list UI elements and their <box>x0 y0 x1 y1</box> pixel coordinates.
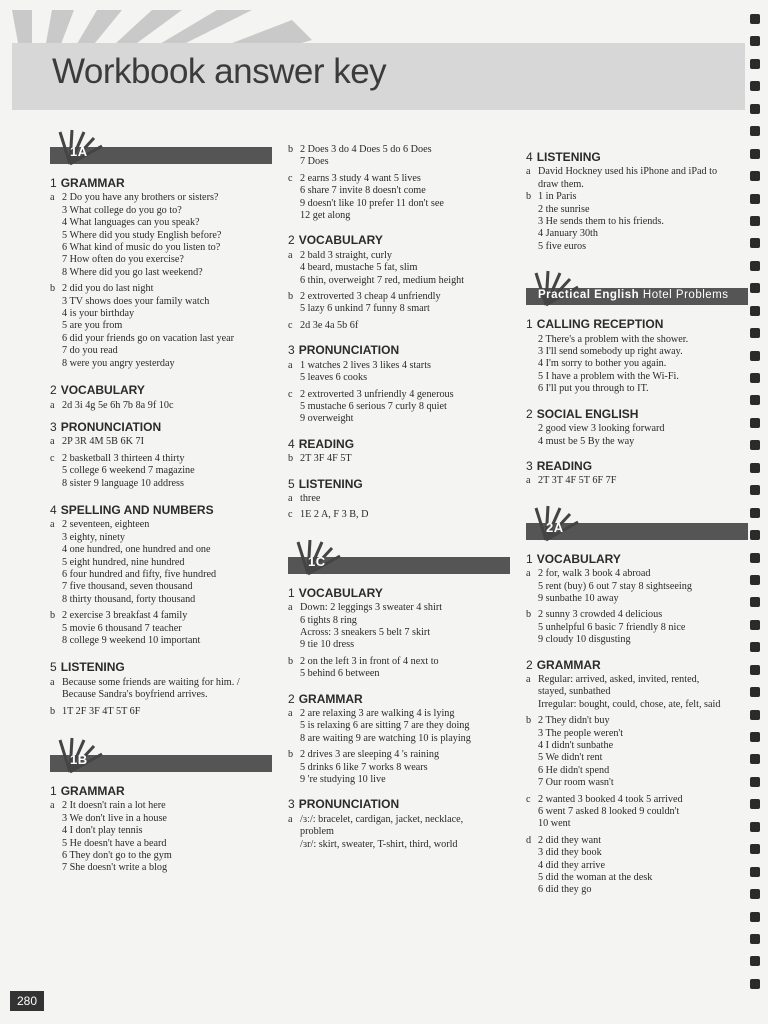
answer-line: /ɜr/: skirt, sweater, T-shirt, third, world <box>300 838 458 850</box>
section-1a-grammar-cont <box>288 144 510 222</box>
section-heading: 2 VOCABULARY <box>288 233 383 248</box>
answer-line: 7 do you read <box>62 345 118 357</box>
answer-line: 5 lazy 6 unkind 7 funny 8 smart <box>300 303 430 315</box>
section-4-listening <box>526 151 748 253</box>
answer-line: 4 What languages can you speak? <box>62 217 200 229</box>
section-heading: 2 GRAMMAR <box>526 657 601 672</box>
answer-line: 8 college 9 weekend 10 important <box>62 635 201 646</box>
answer-line: 3 TV shows does your family watch <box>62 295 210 307</box>
answer-line: 3 I'll send somebody up right away. <box>538 346 683 358</box>
section-1-grammar <box>50 177 272 370</box>
answer-line: 6 He didn't spend <box>538 764 610 776</box>
section-1b-grammar <box>50 785 272 875</box>
answer-line: a 2 seventeen, eighteen <box>50 519 150 531</box>
answer-line: b 1T 2F 3F 4T 5T 6F <box>50 705 141 717</box>
section-heading: 1 CALLING RECEPTION <box>526 317 664 332</box>
unit-label: 1B <box>70 752 88 768</box>
answer-line: 4 did they arrive <box>538 859 606 871</box>
section-heading: 2 VOCABULARY <box>50 383 145 398</box>
answer-line: b 2 did you do last night <box>50 283 154 295</box>
page-number: 280 <box>10 991 44 1011</box>
answer-line: a 2 Do you have any brothers or sisters? <box>50 192 219 204</box>
answer-line: 6 share 7 invite 8 doesn't come <box>300 185 426 197</box>
column-2 <box>288 144 510 851</box>
section-heading: 4 LISTENING <box>526 150 601 164</box>
practical-english-banner <box>526 269 748 309</box>
section-heading: 5 LISTENING <box>50 660 125 675</box>
answer-line: 5 I have a problem with the Wi-Fi. <box>538 370 679 382</box>
answer-line: a Down: 2 leggings 3 sweater 4 shirt <box>288 602 443 614</box>
unit-label: 1C <box>308 553 326 569</box>
answer-line: 9 cloudy 10 disgusting <box>538 634 631 646</box>
section-heading: 3 PRONUNCIATION <box>288 343 400 358</box>
answer-line: 6 What kind of music do you listen to? <box>62 242 221 254</box>
section-3-pronunciation <box>50 421 272 490</box>
answer-line: 7 five thousand, seven thousand <box>62 581 193 593</box>
answer-line: 7 Does <box>300 156 329 168</box>
answer-line: 5 five euros <box>538 240 587 252</box>
section-heading: 3 PRONUNCIATION <box>288 797 400 812</box>
answer-line: 7 How often do you exercise? <box>62 254 184 266</box>
answer-line: 5 leaves 6 cooks <box>300 372 368 384</box>
unit-banner-1c <box>288 538 510 578</box>
answer-line: b 2 exercise 3 breakfast 4 family <box>50 610 188 622</box>
answer-line: 6 I'll put you through to IT. <box>538 383 649 395</box>
answer-line: 8 thirty thousand, forty thousand <box>62 593 196 605</box>
answer-line: 8 are waiting 9 are watching 10 is playing <box>300 732 471 744</box>
answer-line: c 2 basketball 3 thirteen 4 thirty <box>50 452 185 464</box>
answer-line: a Regular: arrived, asked, invited, rented, <box>526 673 700 685</box>
answer-line: 9 doesn't like 10 prefer 11 don't see <box>300 197 444 209</box>
answer-line: c 1E 2 A, F 3 B, D <box>288 509 369 521</box>
answer-line: Irregular: bought, could, chose, ate, felt, said <box>538 698 721 710</box>
answer-line: 9 sunbathe 10 away <box>538 592 619 604</box>
section-5-listening <box>50 661 272 718</box>
answer-line: 5 mustache 6 serious 7 curly 8 quiet <box>300 400 447 412</box>
unit-label: 2A <box>546 519 564 535</box>
answer-line: 5 behind 6 between <box>300 668 380 680</box>
section-heading: 5 LISTENING <box>288 476 363 491</box>
section-heading: 1 GRAMMAR <box>50 784 125 799</box>
answer-line: 6 They don't go to the gym <box>62 850 172 862</box>
section-2-social-english <box>526 408 748 448</box>
answer-line: 5 eight hundred, nine hundred <box>62 556 185 568</box>
answer-line: a 2 are relaxing 3 are walking 4 is lying <box>288 708 455 719</box>
unit-banner-2a <box>526 504 748 544</box>
answer-line: 5 drinks 6 like 7 works 8 wears <box>300 761 428 773</box>
answer-line: a 2d 3i 4g 5e 6h 7b 8a 9f 10c <box>50 399 174 411</box>
answer-line: c 2 wanted 3 booked 4 took 5 arrived <box>526 793 683 805</box>
answer-line: a 1 watches 2 lives 3 likes 4 starts <box>288 359 431 371</box>
answer-line: Across: 3 sneakers 5 belt 7 skirt <box>300 626 431 638</box>
answer-line: 6 thin, overweight 7 red, medium height <box>300 274 465 286</box>
section-heading: 1 GRAMMAR <box>50 176 125 190</box>
answer-line: b 1 in Paris <box>526 191 577 203</box>
answer-line: 2 the sunrise <box>538 203 590 215</box>
answer-line: b 2T 3F 4F 5T <box>288 453 352 465</box>
answer-line: a 2T 3T 4F 5T 6F 7F <box>526 475 617 487</box>
section-heading: 4 SPELLING AND NUMBERS <box>50 502 214 517</box>
answer-line: problem <box>300 826 334 838</box>
answer-line: b 2 Does 3 do 4 Does 5 do 6 Does <box>288 144 432 155</box>
answer-line: a 2 for, walk 3 book 4 abroad <box>526 568 651 580</box>
section-2-vocabulary <box>288 234 510 332</box>
answer-line: 6 did your friends go on vacation last year <box>62 332 235 344</box>
answer-line: 3 He sends them to his friends. <box>538 216 664 228</box>
answer-line: 5 unhelpful 6 basic 7 friendly 8 nice <box>538 621 686 633</box>
section-2a-grammar <box>526 659 748 897</box>
spiral-binding <box>750 14 760 1001</box>
section-heading: 2 SOCIAL ENGLISH <box>526 406 639 421</box>
answer-line: Because Sandra's boyfriend arrives. <box>62 689 208 701</box>
column-1 <box>50 128 272 875</box>
answer-line: c 2d 3e 4a 5b 6f <box>288 319 359 331</box>
answer-line: a three <box>288 492 321 504</box>
section-heading: 4 READING <box>288 436 355 451</box>
answer-line: 6 went 7 asked 8 looked 9 couldn't <box>538 806 680 818</box>
answer-line: 5 He doesn't have a beard <box>62 837 167 849</box>
answer-line: 7 She doesn't write a blog <box>62 862 168 874</box>
answer-line: 12 get along <box>300 210 351 222</box>
answer-line: 4 I'm sorry to bother you again. <box>538 358 667 370</box>
answer-line: 8 Where did you go last weekend? <box>62 266 203 278</box>
section-1-calling-reception <box>526 318 748 395</box>
answer-line: 9 tie 10 dress <box>300 639 355 651</box>
header <box>12 10 745 110</box>
answer-line: 10 went <box>538 818 571 830</box>
unit-banner-1a <box>50 128 272 168</box>
answer-line: 9 're studying 10 live <box>300 774 386 786</box>
section-3-pronunciation <box>288 344 510 425</box>
answer-line: c 2 extroverted 3 unfriendly 4 generous <box>288 388 454 400</box>
answer-line: b 2 extroverted 3 cheap 4 unfriendly <box>288 291 441 303</box>
section-4-reading <box>288 438 510 466</box>
answer-line: 5 Where did you study English before? <box>62 229 222 241</box>
answer-line: 6 tights 8 ring <box>300 614 357 626</box>
answer-line: 5 rent (buy) 6 out 7 stay 8 sightseeing <box>538 580 692 592</box>
page-title: Workbook answer key <box>52 52 387 91</box>
unit-label: 1A <box>70 144 88 159</box>
answer-line: 3 We don't live in a house <box>62 812 167 824</box>
answer-line: 8 sister 9 language 10 address <box>62 477 184 489</box>
answer-line: 5 movie 6 thousand 7 teacher <box>62 622 182 634</box>
answer-line: a David Hockney used his iPhone and iPad to <box>526 166 718 178</box>
section-2a-vocabulary <box>526 553 748 647</box>
answer-line: 8 were you angry yesterday <box>62 357 175 369</box>
answer-line: 5 We didn't rent <box>538 752 603 764</box>
answer-line: 4 beard, mustache 5 fat, slim <box>300 262 418 274</box>
answer-line: 4 is your birthday <box>62 308 135 320</box>
answer-line: 6 did they go <box>538 884 592 896</box>
section-heading: 1 VOCABULARY <box>526 551 621 566</box>
answer-line: c 2 earns 3 study 4 want 5 lives <box>288 172 421 184</box>
answer-line: b 2 They didn't buy <box>526 715 610 727</box>
answer-line: a Because some friends are waiting for him. / <box>50 676 240 688</box>
section-heading: 3 READING <box>526 458 593 473</box>
answer-line: 5 college 6 weekend 7 magazine <box>62 465 195 477</box>
answer-line: 2 There's a problem with the shower. <box>538 333 689 345</box>
answer-line: a /ɜː/: bracelet, cardigan, jacket, necklace, <box>288 813 464 825</box>
answer-line: 3 eighty, ninety <box>62 531 125 543</box>
answer-line: 2 good view 3 looking forward <box>538 423 665 435</box>
answer-line: 3 did they book <box>538 847 602 859</box>
column-3 <box>526 146 748 897</box>
section-heading: 1 VOCABULARY <box>288 585 383 600</box>
practical-english-label: Practical English Hotel Problems <box>538 289 729 302</box>
answer-line: a 2 It doesn't rain a lot here <box>50 800 166 812</box>
section-heading: 3 PRONUNCIATION <box>50 419 162 434</box>
answer-line: 3 The people weren't <box>538 727 624 739</box>
section-2-vocabulary <box>50 384 272 412</box>
section-1c-vocabulary <box>288 587 510 681</box>
answer-line: b 2 on the left 3 in front of 4 next to <box>288 655 439 667</box>
answer-line: 5 are you from <box>62 320 123 332</box>
section-5-listening <box>288 478 510 522</box>
answer-line: 7 Our room wasn't <box>538 777 614 789</box>
section-2-grammar <box>288 693 510 787</box>
answer-line: 3 What college do you go to? <box>62 204 182 216</box>
answer-line: 4 January 30th <box>538 228 598 240</box>
section-heading: 2 GRAMMAR <box>288 691 363 706</box>
answer-line: draw them. <box>538 178 584 190</box>
answer-line: 5 did the woman at the desk <box>538 872 653 884</box>
section-3-pronunciation-1c <box>288 798 510 851</box>
answer-line: b 2 drives 3 are sleeping 4 's raining <box>288 749 440 761</box>
unit-banner-1b <box>50 736 272 776</box>
answer-line: 9 overweight <box>300 413 354 425</box>
answer-line: b 2 sunny 3 crowded 4 delicious <box>526 609 663 621</box>
answer-line: 5 is relaxing 6 are sitting 7 are they doing <box>300 720 470 732</box>
answer-line: 4 I don't play tennis <box>62 825 143 837</box>
answer-line: stayed, sunbathed <box>538 686 611 698</box>
answer-line: d 2 did they want <box>526 834 602 846</box>
section-4-spelling <box>50 504 272 647</box>
answer-line: a 2 bald 3 straight, curly <box>288 249 392 261</box>
answer-line: 4 one hundred, one hundred and one <box>62 544 211 556</box>
answer-line: 6 four hundred and fifty, five hundred <box>62 568 217 580</box>
answer-line: a 2P 3R 4M 5B 6K 7I <box>50 436 144 448</box>
answer-line: 4 must be 5 By the way <box>538 435 635 447</box>
section-3-reading <box>526 460 748 488</box>
answer-line: 4 I didn't sunbathe <box>538 740 614 751</box>
